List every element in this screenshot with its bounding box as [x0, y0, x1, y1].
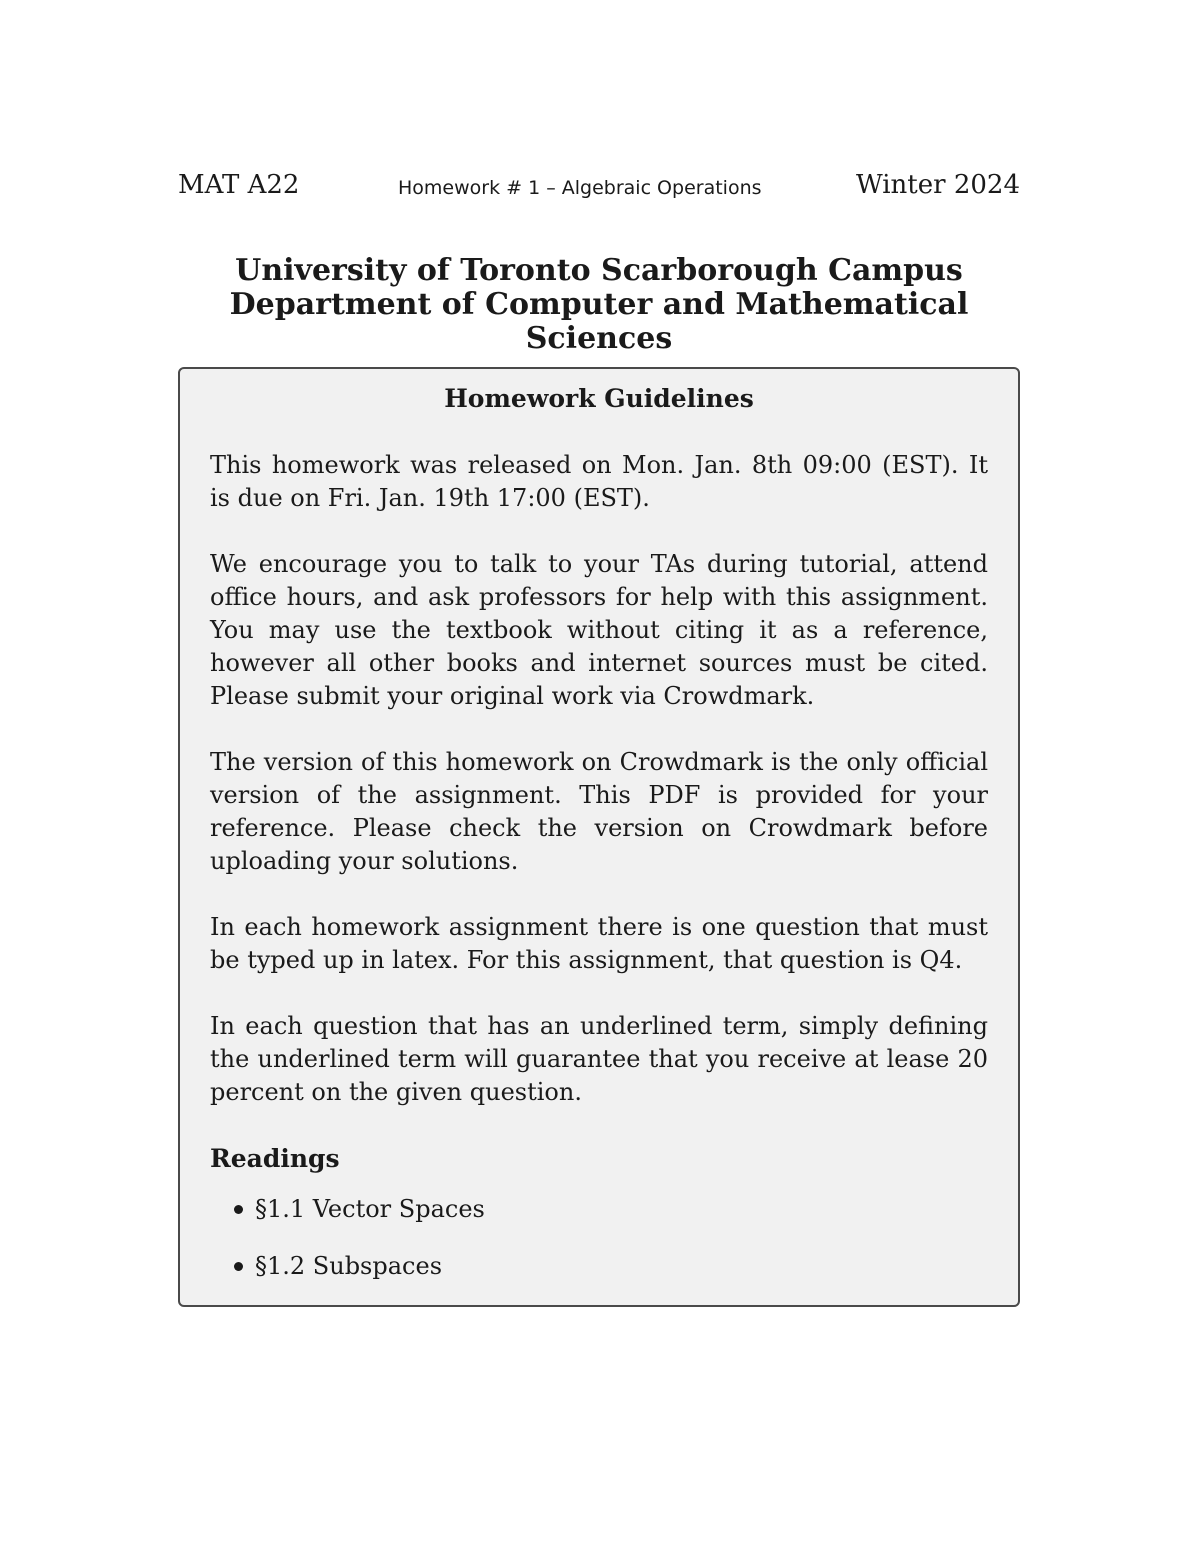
reading-item	[234, 1193, 988, 1226]
crowdmark-paragraph: The version of this homework on Crowdmark is the only official version of the assignment. This PDF is provided for your reference. Please check the version on Crowdmark before uploading your solutions.	[210, 748, 988, 875]
readings-list	[234, 1193, 988, 1283]
page-header	[178, 170, 1020, 206]
reading-label: §1.2 Subspaces	[255, 1252, 443, 1280]
title-line-1: University of Toronto Scarborough Campus	[235, 253, 963, 288]
bullet-icon	[234, 1205, 243, 1214]
guidelines-box	[178, 367, 1020, 1307]
course-code: MAT A22	[178, 170, 300, 200]
institution-title	[178, 254, 1020, 356]
readings-heading: Readings	[210, 1144, 340, 1173]
release-paragraph: This homework was released on Mon. Jan. 8th 09:00 (EST). It is due on Fri. Jan. 19th 17:00 (EST).	[210, 451, 988, 512]
guidelines-heading: Homework Guidelines	[444, 384, 754, 413]
latex-paragraph: In each homework assignment there is one question that must be typed up in latex. For this assignment, that question is Q4.	[210, 913, 988, 974]
term-label: Winter 2024	[855, 170, 1020, 200]
title-line-3: Sciences	[525, 321, 673, 356]
title-line-2: Department of Computer and Mathematical	[229, 287, 969, 322]
reading-item	[234, 1250, 988, 1283]
reading-label: §1.1 Vector Spaces	[255, 1195, 485, 1223]
help-paragraph: We encourage you to talk to your TAs during tutorial, attend office hours, and ask professors for help with this assignment. You may use the textbook without citing it as a reference, however all other books and internet sources must be cited. Please submit your original work via Crowdmark.	[210, 550, 988, 710]
homework-title: Homework # 1 – Algebraic Operations	[398, 177, 762, 199]
underline-paragraph: In each question that has an underlined term, simply defining the underlined term will guarantee that you receive at lease 20 percent on the given question.	[210, 1012, 988, 1106]
bullet-icon	[234, 1262, 243, 1271]
